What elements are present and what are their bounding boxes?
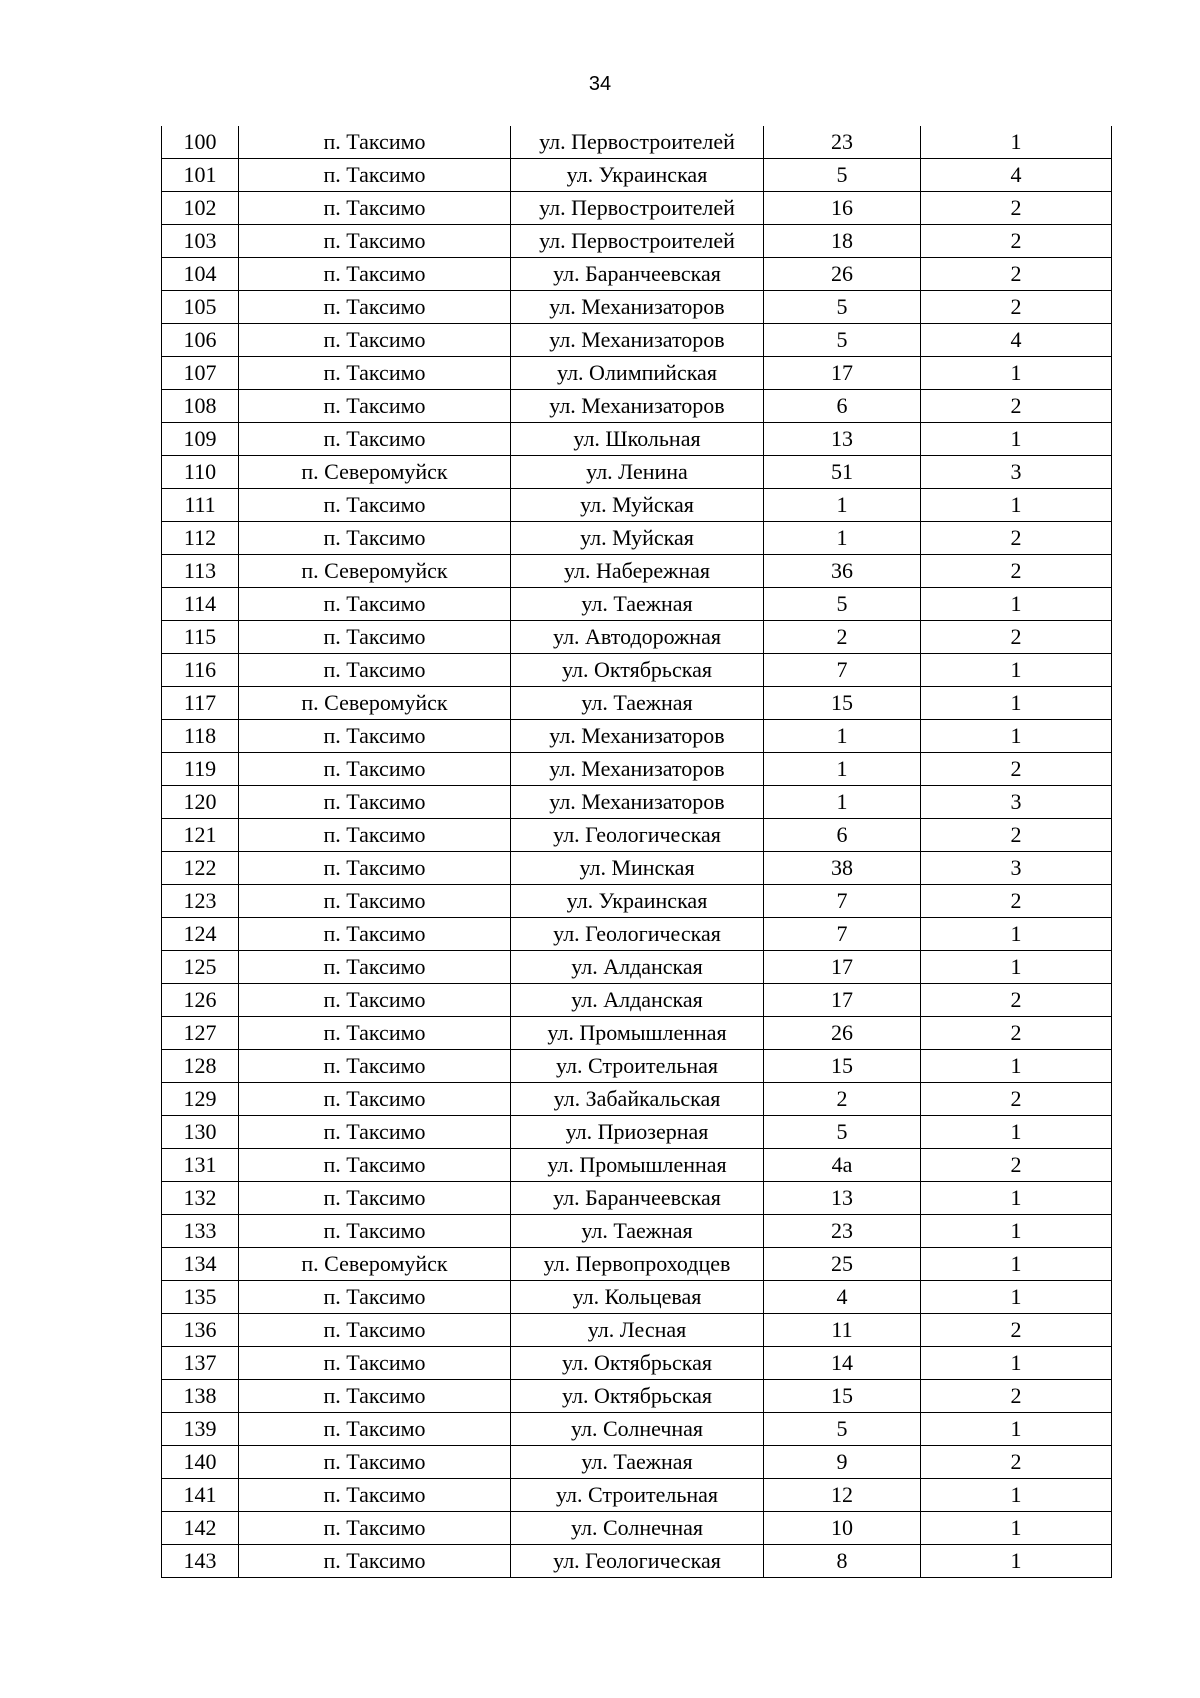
row-number-cell: 119 xyxy=(162,753,239,786)
count-cell: 1 xyxy=(921,918,1112,951)
street-cell: ул. Механизаторов xyxy=(511,753,764,786)
table-row xyxy=(162,126,1112,159)
house-number-cell: 15 xyxy=(764,687,921,720)
settlement-cell: п. Северомуйск xyxy=(239,555,511,588)
street-cell: ул. Алданская xyxy=(511,984,764,1017)
house-number-cell: 23 xyxy=(764,126,921,159)
count-cell: 1 xyxy=(921,1281,1112,1314)
street-cell: ул. Промышленная xyxy=(511,1149,764,1182)
street-cell: ул. Украинская xyxy=(511,159,764,192)
row-number-cell: 142 xyxy=(162,1512,239,1545)
house-number-cell: 15 xyxy=(764,1380,921,1413)
street-cell: ул. Геологическая xyxy=(511,918,764,951)
count-cell: 1 xyxy=(921,1545,1112,1578)
count-cell: 2 xyxy=(921,885,1112,918)
count-cell: 1 xyxy=(921,1413,1112,1446)
table-row xyxy=(162,621,1112,654)
row-number-cell: 116 xyxy=(162,654,239,687)
row-number-cell: 143 xyxy=(162,1545,239,1578)
settlement-cell: п. Северомуйск xyxy=(239,1248,511,1281)
settlement-cell: п. Таксимо xyxy=(239,1017,511,1050)
house-number-cell: 5 xyxy=(764,291,921,324)
settlement-cell: п. Таксимо xyxy=(239,1347,511,1380)
street-cell: ул. Первостроителей xyxy=(511,192,764,225)
street-cell: ул. Ленина xyxy=(511,456,764,489)
count-cell: 2 xyxy=(921,225,1112,258)
count-cell: 1 xyxy=(921,1182,1112,1215)
table-row xyxy=(162,423,1112,456)
table-row xyxy=(162,885,1112,918)
row-number-cell: 115 xyxy=(162,621,239,654)
table-row xyxy=(162,1281,1112,1314)
settlement-cell: п. Таксимо xyxy=(239,489,511,522)
table-row xyxy=(162,1149,1112,1182)
count-cell: 1 xyxy=(921,687,1112,720)
row-number-cell: 107 xyxy=(162,357,239,390)
settlement-cell: п. Таксимо xyxy=(239,753,511,786)
settlement-cell: п. Таксимо xyxy=(239,1116,511,1149)
count-cell: 4 xyxy=(921,324,1112,357)
table-row xyxy=(162,1512,1112,1545)
row-number-cell: 113 xyxy=(162,555,239,588)
house-number-cell: 7 xyxy=(764,654,921,687)
count-cell: 2 xyxy=(921,819,1112,852)
street-cell: ул. Первостроителей xyxy=(511,126,764,159)
street-cell: ул. Баранчеевская xyxy=(511,258,764,291)
row-number-cell: 132 xyxy=(162,1182,239,1215)
street-cell: ул. Автодорожная xyxy=(511,621,764,654)
house-number-cell: 8 xyxy=(764,1545,921,1578)
table-row xyxy=(162,753,1112,786)
table-row xyxy=(162,1380,1112,1413)
street-cell: ул. Олимпийская xyxy=(511,357,764,390)
count-cell: 1 xyxy=(921,654,1112,687)
settlement-cell: п. Таксимо xyxy=(239,324,511,357)
row-number-cell: 123 xyxy=(162,885,239,918)
table-row xyxy=(162,786,1112,819)
table-row xyxy=(162,687,1112,720)
count-cell: 2 xyxy=(921,1149,1112,1182)
table-row xyxy=(162,1413,1112,1446)
house-number-cell: 13 xyxy=(764,1182,921,1215)
table-row xyxy=(162,1248,1112,1281)
page-number: 34 xyxy=(588,73,612,95)
count-cell: 2 xyxy=(921,291,1112,324)
street-cell: ул. Школьная xyxy=(511,423,764,456)
count-cell: 4 xyxy=(921,159,1112,192)
settlement-cell: п. Таксимо xyxy=(239,786,511,819)
house-number-cell: 7 xyxy=(764,885,921,918)
count-cell: 1 xyxy=(921,951,1112,984)
row-number-cell: 127 xyxy=(162,1017,239,1050)
settlement-cell: п. Таксимо xyxy=(239,1281,511,1314)
table-row xyxy=(162,390,1112,423)
table-row xyxy=(162,1347,1112,1380)
settlement-cell: п. Таксимо xyxy=(239,390,511,423)
count-cell: 3 xyxy=(921,852,1112,885)
count-cell: 2 xyxy=(921,1017,1112,1050)
table-row xyxy=(162,522,1112,555)
settlement-cell: п. Таксимо xyxy=(239,1380,511,1413)
house-number-cell: 36 xyxy=(764,555,921,588)
street-cell: ул. Солнечная xyxy=(511,1413,764,1446)
row-number-cell: 131 xyxy=(162,1149,239,1182)
house-number-cell: 26 xyxy=(764,1017,921,1050)
row-number-cell: 101 xyxy=(162,159,239,192)
count-cell: 1 xyxy=(921,588,1112,621)
count-cell: 2 xyxy=(921,258,1112,291)
settlement-cell: п. Таксимо xyxy=(239,159,511,192)
row-number-cell: 126 xyxy=(162,984,239,1017)
street-cell: ул. Набережная xyxy=(511,555,764,588)
count-cell: 1 xyxy=(921,1116,1112,1149)
settlement-cell: п. Таксимо xyxy=(239,984,511,1017)
table-row xyxy=(162,291,1112,324)
row-number-cell: 130 xyxy=(162,1116,239,1149)
settlement-cell: п. Таксимо xyxy=(239,819,511,852)
house-number-cell: 7 xyxy=(764,918,921,951)
row-number-cell: 114 xyxy=(162,588,239,621)
house-number-cell: 10 xyxy=(764,1512,921,1545)
street-cell: ул. Солнечная xyxy=(511,1512,764,1545)
count-cell: 1 xyxy=(921,1512,1112,1545)
house-number-cell: 18 xyxy=(764,225,921,258)
table-row xyxy=(162,1116,1112,1149)
table-row xyxy=(162,984,1112,1017)
settlement-cell: п. Таксимо xyxy=(239,291,511,324)
table-row xyxy=(162,1215,1112,1248)
table-row xyxy=(162,357,1112,390)
settlement-cell: п. Таксимо xyxy=(239,522,511,555)
count-cell: 1 xyxy=(921,489,1112,522)
house-number-cell: 51 xyxy=(764,456,921,489)
street-cell: ул. Муйская xyxy=(511,522,764,555)
count-cell: 2 xyxy=(921,555,1112,588)
house-number-cell: 5 xyxy=(764,588,921,621)
house-number-cell: 13 xyxy=(764,423,921,456)
street-cell: ул. Механизаторов xyxy=(511,324,764,357)
table-row xyxy=(162,1182,1112,1215)
row-number-cell: 137 xyxy=(162,1347,239,1380)
table-row xyxy=(162,918,1112,951)
table-row xyxy=(162,1545,1112,1578)
table-row xyxy=(162,192,1112,225)
table-row xyxy=(162,456,1112,489)
street-cell: ул. Минская xyxy=(511,852,764,885)
house-number-cell: 16 xyxy=(764,192,921,225)
settlement-cell: п. Таксимо xyxy=(239,1512,511,1545)
count-cell: 2 xyxy=(921,1380,1112,1413)
table-row xyxy=(162,489,1112,522)
count-cell: 2 xyxy=(921,753,1112,786)
row-number-cell: 121 xyxy=(162,819,239,852)
row-number-cell: 106 xyxy=(162,324,239,357)
settlement-cell: п. Таксимо xyxy=(239,126,511,159)
row-number-cell: 109 xyxy=(162,423,239,456)
count-cell: 2 xyxy=(921,984,1112,1017)
house-number-cell: 1 xyxy=(764,720,921,753)
table-row xyxy=(162,951,1112,984)
row-number-cell: 102 xyxy=(162,192,239,225)
row-number-cell: 125 xyxy=(162,951,239,984)
settlement-cell: п. Северомуйск xyxy=(239,687,511,720)
row-number-cell: 134 xyxy=(162,1248,239,1281)
row-number-cell: 128 xyxy=(162,1050,239,1083)
house-number-cell: 23 xyxy=(764,1215,921,1248)
row-number-cell: 135 xyxy=(162,1281,239,1314)
house-number-cell: 11 xyxy=(764,1314,921,1347)
row-number-cell: 133 xyxy=(162,1215,239,1248)
street-cell: ул. Геологическая xyxy=(511,1545,764,1578)
row-number-cell: 140 xyxy=(162,1446,239,1479)
row-number-cell: 141 xyxy=(162,1479,239,1512)
table-row xyxy=(162,1083,1112,1116)
count-cell: 2 xyxy=(921,390,1112,423)
street-cell: ул. Забайкальская xyxy=(511,1083,764,1116)
count-cell: 2 xyxy=(921,1314,1112,1347)
count-cell: 1 xyxy=(921,1050,1112,1083)
row-number-cell: 138 xyxy=(162,1380,239,1413)
street-cell: ул. Приозерная xyxy=(511,1116,764,1149)
house-number-cell: 5 xyxy=(764,159,921,192)
settlement-cell: п. Таксимо xyxy=(239,654,511,687)
row-number-cell: 112 xyxy=(162,522,239,555)
row-number-cell: 110 xyxy=(162,456,239,489)
count-cell: 1 xyxy=(921,720,1112,753)
settlement-cell: п. Таксимо xyxy=(239,1149,511,1182)
row-number-cell: 108 xyxy=(162,390,239,423)
street-cell: ул. Таежная xyxy=(511,1215,764,1248)
house-number-cell: 1 xyxy=(764,522,921,555)
row-number-cell: 118 xyxy=(162,720,239,753)
row-number-cell: 100 xyxy=(162,126,239,159)
street-cell: ул. Таежная xyxy=(511,588,764,621)
settlement-cell: п. Таксимо xyxy=(239,1446,511,1479)
settlement-cell: п. Таксимо xyxy=(239,1182,511,1215)
count-cell: 3 xyxy=(921,786,1112,819)
count-cell: 2 xyxy=(921,621,1112,654)
house-number-cell: 4 xyxy=(764,1281,921,1314)
street-cell: ул. Строительная xyxy=(511,1479,764,1512)
count-cell: 1 xyxy=(921,357,1112,390)
house-number-cell: 17 xyxy=(764,357,921,390)
count-cell: 2 xyxy=(921,1446,1112,1479)
settlement-cell: п. Таксимо xyxy=(239,1050,511,1083)
table-row xyxy=(162,1479,1112,1512)
address-table xyxy=(161,126,1112,1578)
house-number-cell: 2 xyxy=(764,621,921,654)
street-cell: ул. Таежная xyxy=(511,687,764,720)
table-row xyxy=(162,258,1112,291)
table-row xyxy=(162,324,1112,357)
house-number-cell: 6 xyxy=(764,819,921,852)
row-number-cell: 124 xyxy=(162,918,239,951)
house-number-cell: 5 xyxy=(764,1116,921,1149)
settlement-cell: п. Таксимо xyxy=(239,951,511,984)
street-cell: ул. Механизаторов xyxy=(511,786,764,819)
count-cell: 2 xyxy=(921,192,1112,225)
street-cell: ул. Первопроходцев xyxy=(511,1248,764,1281)
settlement-cell: п. Таксимо xyxy=(239,192,511,225)
house-number-cell: 17 xyxy=(764,951,921,984)
settlement-cell: п. Таксимо xyxy=(239,423,511,456)
street-cell: ул. Промышленная xyxy=(511,1017,764,1050)
row-number-cell: 136 xyxy=(162,1314,239,1347)
count-cell: 1 xyxy=(921,1347,1112,1380)
house-number-cell: 1 xyxy=(764,489,921,522)
settlement-cell: п. Таксимо xyxy=(239,1083,511,1116)
row-number-cell: 111 xyxy=(162,489,239,522)
count-cell: 2 xyxy=(921,522,1112,555)
settlement-cell: п. Таксимо xyxy=(239,1545,511,1578)
house-number-cell: 4а xyxy=(764,1149,921,1182)
street-cell: ул. Баранчеевская xyxy=(511,1182,764,1215)
house-number-cell: 5 xyxy=(764,1413,921,1446)
settlement-cell: п. Таксимо xyxy=(239,1413,511,1446)
count-cell: 3 xyxy=(921,456,1112,489)
street-cell: ул. Октябрьская xyxy=(511,1380,764,1413)
row-number-cell: 139 xyxy=(162,1413,239,1446)
house-number-cell: 5 xyxy=(764,324,921,357)
table-row xyxy=(162,720,1112,753)
settlement-cell: п. Таксимо xyxy=(239,1314,511,1347)
table-row xyxy=(162,555,1112,588)
table-row xyxy=(162,852,1112,885)
house-number-cell: 9 xyxy=(764,1446,921,1479)
settlement-cell: п. Таксимо xyxy=(239,588,511,621)
street-cell: ул. Механизаторов xyxy=(511,390,764,423)
settlement-cell: п. Таксимо xyxy=(239,1479,511,1512)
table-row xyxy=(162,819,1112,852)
house-number-cell: 14 xyxy=(764,1347,921,1380)
table-row xyxy=(162,225,1112,258)
count-cell: 1 xyxy=(921,1479,1112,1512)
count-cell: 1 xyxy=(921,126,1112,159)
street-cell: ул. Алданская xyxy=(511,951,764,984)
house-number-cell: 25 xyxy=(764,1248,921,1281)
street-cell: ул. Октябрьская xyxy=(511,654,764,687)
table-row xyxy=(162,1017,1112,1050)
settlement-cell: п. Таксимо xyxy=(239,357,511,390)
street-cell: ул. Механизаторов xyxy=(511,720,764,753)
house-number-cell: 2 xyxy=(764,1083,921,1116)
count-cell: 1 xyxy=(921,423,1112,456)
table-body xyxy=(162,126,1112,1578)
row-number-cell: 104 xyxy=(162,258,239,291)
street-cell: ул. Кольцевая xyxy=(511,1281,764,1314)
table-row xyxy=(162,1446,1112,1479)
street-cell: ул. Лесная xyxy=(511,1314,764,1347)
table-row xyxy=(162,1050,1112,1083)
settlement-cell: п. Таксимо xyxy=(239,258,511,291)
settlement-cell: п. Северомуйск xyxy=(239,456,511,489)
house-number-cell: 12 xyxy=(764,1479,921,1512)
settlement-cell: п. Таксимо xyxy=(239,225,511,258)
house-number-cell: 26 xyxy=(764,258,921,291)
house-number-cell: 38 xyxy=(764,852,921,885)
street-cell: ул. Строительная xyxy=(511,1050,764,1083)
table-row xyxy=(162,159,1112,192)
street-cell: ул. Механизаторов xyxy=(511,291,764,324)
settlement-cell: п. Таксимо xyxy=(239,621,511,654)
street-cell: ул. Первостроителей xyxy=(511,225,764,258)
street-cell: ул. Октябрьская xyxy=(511,1347,764,1380)
row-number-cell: 103 xyxy=(162,225,239,258)
street-cell: ул. Муйская xyxy=(511,489,764,522)
house-number-cell: 15 xyxy=(764,1050,921,1083)
count-cell: 1 xyxy=(921,1215,1112,1248)
row-number-cell: 120 xyxy=(162,786,239,819)
table-row xyxy=(162,1314,1112,1347)
settlement-cell: п. Таксимо xyxy=(239,852,511,885)
house-number-cell: 6 xyxy=(764,390,921,423)
row-number-cell: 105 xyxy=(162,291,239,324)
street-cell: ул. Таежная xyxy=(511,1446,764,1479)
house-number-cell: 1 xyxy=(764,753,921,786)
row-number-cell: 129 xyxy=(162,1083,239,1116)
table-row xyxy=(162,588,1112,621)
settlement-cell: п. Таксимо xyxy=(239,918,511,951)
table-row xyxy=(162,654,1112,687)
row-number-cell: 117 xyxy=(162,687,239,720)
row-number-cell: 122 xyxy=(162,852,239,885)
count-cell: 2 xyxy=(921,1083,1112,1116)
settlement-cell: п. Таксимо xyxy=(239,720,511,753)
street-cell: ул. Украинская xyxy=(511,885,764,918)
house-number-cell: 1 xyxy=(764,786,921,819)
street-cell: ул. Геологическая xyxy=(511,819,764,852)
settlement-cell: п. Таксимо xyxy=(239,1215,511,1248)
settlement-cell: п. Таксимо xyxy=(239,885,511,918)
house-number-cell: 17 xyxy=(764,984,921,1017)
count-cell: 1 xyxy=(921,1248,1112,1281)
